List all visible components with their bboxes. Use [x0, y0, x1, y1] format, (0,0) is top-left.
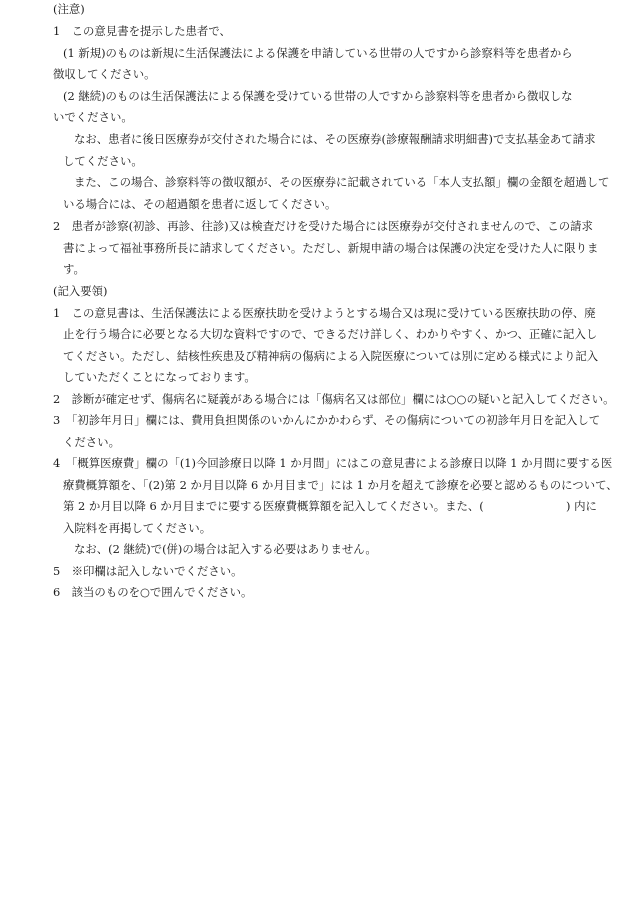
note-1-mata-line-1: また、この場合、診察料等の徴収額が、その医療券に記載されている「本人支払額」欄の金額を超過して — [74, 175, 610, 189]
instruction-4-line-2: 療費概算額を、「(2)第 2 か月目以降 6 か月目まで」には 1 か月を超えて診療を必要と認めるものについて、 — [63, 478, 618, 492]
instruction-1-line-2: 止を行う場合に必要となる大切な資料ですので、できるだけ詳しく、わかりやすく、かつ、正確に記入し — [63, 327, 598, 341]
note-1-nao-line-2: してください。 — [63, 154, 143, 168]
instruction-3-line-1: 3 「初診年月日」欄には、費用負担関係のいかんにかかわらず、その傷病についての初診年月日を記入して — [53, 413, 601, 427]
instruction-4-line-3-end: ) 内に — [566, 499, 597, 513]
instruction-5-line-1: 5 ※印欄は記入しないでください。 — [53, 564, 243, 578]
instruction-1-line-4: していただくことになっております。 — [63, 370, 256, 384]
note-1-shinki-line-2: 徴収してください。 — [53, 67, 156, 81]
notes-heading: (注意) — [53, 2, 85, 16]
instruction-2-line-1: 2 診断が確定せず、傷病名に疑義がある場合には「傷病名又は部位」欄には○○の疑いと記入してください。 — [53, 392, 615, 406]
instruction-3-line-2: ください。 — [63, 435, 120, 449]
instruction-4-nao: なお、(2 継続)で(併)の場合は記入する必要はありません。 — [74, 542, 377, 556]
instruction-4-line-3: 第 2 か月目以降 6 か月目までに要する医療費概算額を記入してください。また、( — [63, 499, 484, 513]
instruction-4-line-1: 4 「概算医療費」欄の「(1)今回診療日以降 1 か月間」にはこの意見書による診療日以降 1 か月間に要する医 — [53, 456, 613, 470]
note-2-line-2: 書によって福祉事務所長に請求してください。ただし、新規申請の場合は保護の決定を受けた人に限りま — [63, 241, 599, 255]
instruction-6-line-1: 6 該当のものを○で囲んでください。 — [53, 585, 253, 599]
note-1-keizoku-line-2: いでください。 — [53, 110, 133, 124]
note-1-nao-line-1: なお、患者に後日医療券が交付された場合には、その医療券(診療報酬請求明細書)で支払基金あて請求 — [74, 132, 596, 146]
note-1-mata-line-2: いる場合には、その超過額を患者に返してください。 — [63, 197, 337, 211]
note-1-shinki-line-1: (1 新規)のものは新規に生活保護法による保護を申請している世帯の人ですから診察料等を患者から — [63, 46, 573, 60]
note-2-line-3: す。 — [63, 262, 85, 276]
instruction-1-line-3: てください。ただし、結核性疾患及び精神病の傷病による入院医療については別に定める様式により記入 — [63, 349, 599, 363]
note-1-keizoku-line-1: (2 継続)のものは生活保護法による保護を受けている世帯の人ですから診察料等を患者から徴収しな — [63, 89, 573, 103]
instruction-1-line-1: 1 この意見書は、生活保護法による医療扶助を受けようとする場合又は現に受けている医療扶助の停、廃 — [53, 306, 596, 320]
instructions-heading: (記入要領) — [53, 284, 108, 298]
instruction-4-line-4: 入院料を再掲してください。 — [63, 521, 212, 535]
note-2-line-1: 2 患者が診察(初診、再診、往診)又は検査だけを受けた場合には医療券が交付されませんので、この請求 — [53, 219, 593, 233]
note-1-lead: 1 この意見書を提示した患者で、 — [53, 24, 231, 38]
